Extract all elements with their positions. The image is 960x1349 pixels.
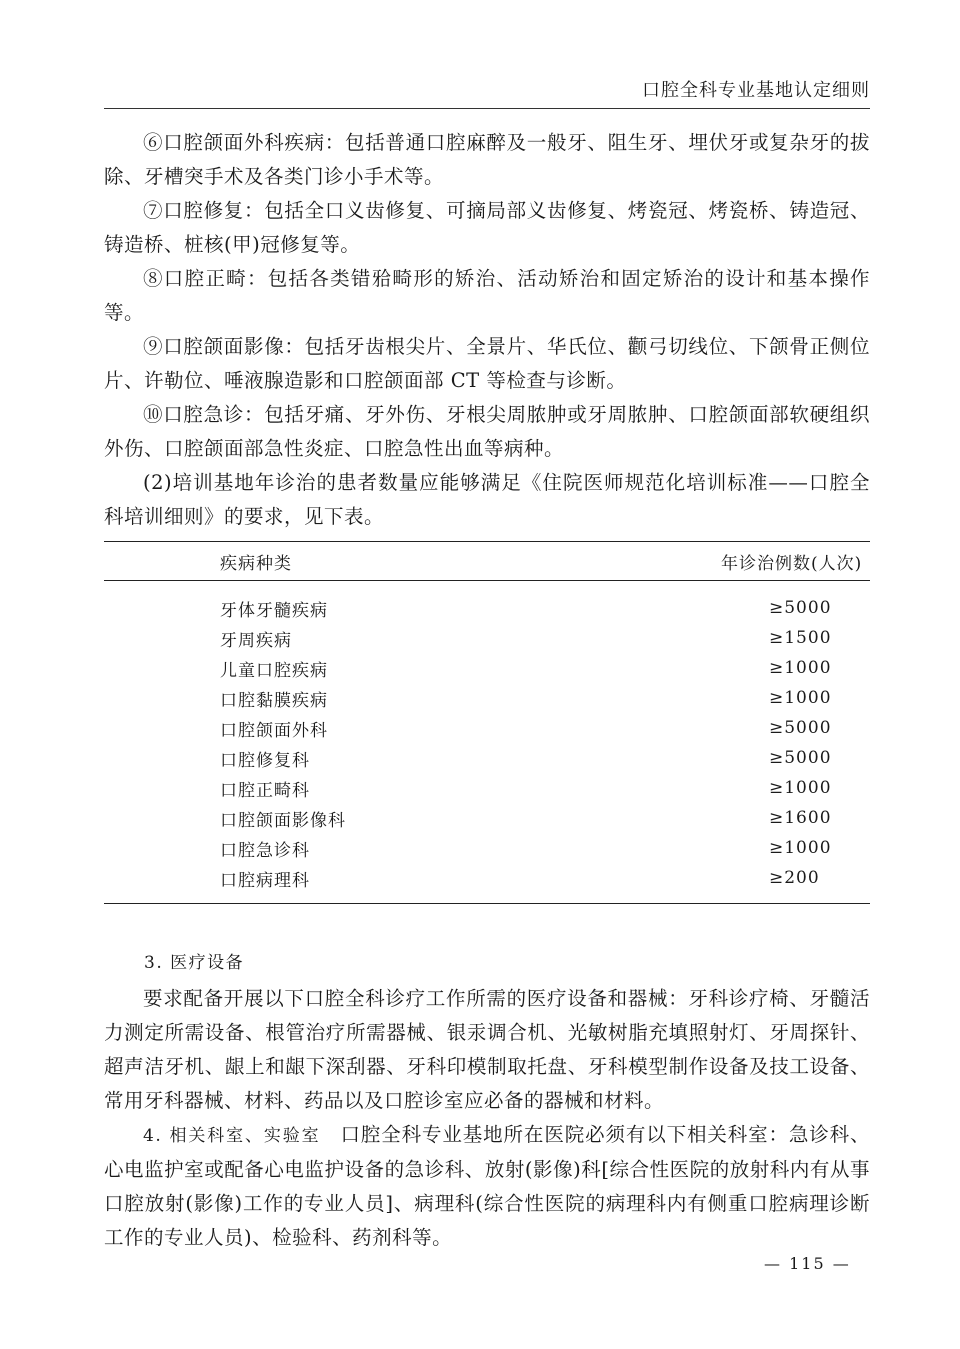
column-header-count: 年诊治例数(人次) bbox=[561, 542, 870, 581]
section-related-departments bbox=[104, 1118, 870, 1255]
table-row bbox=[104, 713, 870, 743]
row-count: ≥1000 bbox=[769, 838, 832, 858]
table-row bbox=[104, 623, 870, 653]
table-row bbox=[104, 803, 870, 833]
row-disease: 牙体牙髓疾病 bbox=[220, 600, 328, 621]
page-number: — 115 — bbox=[764, 1254, 851, 1273]
paragraph-prosthodontics: ⑦口腔修复：包括全口义齿修复、可摘局部义齿修复、烤瓷冠、烤瓷桥、铸造冠、铸造桥、桩核(甲)冠修复等。 bbox=[104, 199, 870, 256]
table-row bbox=[104, 581, 870, 624]
row-count: ≥5000 bbox=[769, 598, 832, 618]
section-heading-departments: 4. 相关科室、实验室 bbox=[143, 1126, 321, 1146]
table-row bbox=[104, 743, 870, 773]
paragraph-oral-surgery: ⑥口腔颌面外科疾病：包括普通口腔麻醉及一般牙、阻生牙、埋伏牙或复杂牙的拔除、牙槽突手术及各类门诊小手术等。 bbox=[104, 131, 870, 188]
section-heading-equipment: 3. 医疗设备 bbox=[144, 953, 245, 973]
table-row bbox=[104, 863, 870, 904]
row-count: ≥1000 bbox=[769, 778, 832, 798]
row-disease: 口腔修复科 bbox=[220, 750, 310, 771]
row-disease: 口腔病理科 bbox=[104, 863, 561, 904]
table-row bbox=[104, 653, 870, 683]
paragraph-departments bbox=[104, 1118, 870, 1255]
row-disease: 口腔急诊科 bbox=[220, 840, 310, 861]
column-header-disease: 疾病种类 bbox=[104, 542, 561, 581]
body-text bbox=[104, 126, 870, 534]
paragraph-patient-volume: (2)培训基地年诊治的患者数量应能够满足《住院医师规范化培训标准——口腔全科培训细则》的要求，见下表。 bbox=[104, 471, 870, 528]
departments-text: 口腔全科专业基地所在医院必须有以下相关科室：急诊科、心电监护室或配备心电监护设备的急诊科、放射(影像)科[综合性医院的放射科内有从事口腔放射(影像)工作的专业人员]、病理科(综合性医院的病理科内有侧重口腔病理诊断工作的专业人员)、检验科、药剂科等。 bbox=[104, 1123, 870, 1249]
running-header-title: 口腔全科专业基地认定细则 bbox=[642, 80, 870, 101]
table-row bbox=[104, 773, 870, 803]
paragraph-imaging: ⑨口腔颌面影像：包括牙齿根尖片、全景片、华氏位、颧弓切线位、下颌骨正侧位片、许勒位、唾液腺造影和口腔颌面部 CT 等检查与诊断。 bbox=[104, 335, 870, 392]
annual-caseload-table bbox=[104, 541, 870, 904]
paragraph-equipment: 要求配备开展以下口腔全科诊疗工作所需的医疗设备和器械：牙科诊疗椅、牙髓活力测定所需设备、根管治疗所需器械、银汞调合机、光敏树脂充填照射灯、牙周探针、超声洁牙机、龈上和龈下深刮器、牙科印模制取托盘、牙科模型制作设备及技工设备、常用牙科器械、材料、药品以及口腔诊室应必备的器械和材料。 bbox=[104, 987, 870, 1112]
row-disease: 口腔颌面影像科 bbox=[220, 810, 346, 831]
row-count: ≥5000 bbox=[769, 748, 832, 768]
paragraph-orthodontics: ⑧口腔正畸：包括各类错𬌗畸形的矫治、活动矫治和固定矫治的设计和基本操作等。 bbox=[104, 267, 870, 324]
row-disease: 口腔黏膜疾病 bbox=[220, 690, 328, 711]
header-divider bbox=[104, 108, 870, 109]
row-count: ≥1000 bbox=[769, 688, 832, 708]
row-count: ≥5000 bbox=[769, 718, 832, 738]
row-disease: 口腔颌面外科 bbox=[220, 720, 328, 741]
table-header-row bbox=[104, 542, 870, 581]
row-count: ≥1500 bbox=[769, 628, 832, 648]
row-count: ≥1000 bbox=[769, 658, 832, 678]
table-row bbox=[104, 833, 870, 863]
table-row bbox=[104, 683, 870, 713]
row-disease: 口腔正畸科 bbox=[220, 780, 310, 801]
paragraph-emergency: ⑩口腔急诊：包括牙痛、牙外伤、牙根尖周脓肿或牙周脓肿、口腔颌面部软硬组织外伤、口腔颌面部急性炎症、口腔急性出血等病种。 bbox=[104, 403, 870, 460]
row-count: ≥200 bbox=[561, 863, 870, 904]
row-disease: 儿童口腔疾病 bbox=[220, 660, 328, 681]
section-medical-equipment bbox=[104, 948, 870, 1118]
row-disease: 牙周疾病 bbox=[220, 630, 292, 651]
row-count: ≥1600 bbox=[769, 808, 832, 828]
